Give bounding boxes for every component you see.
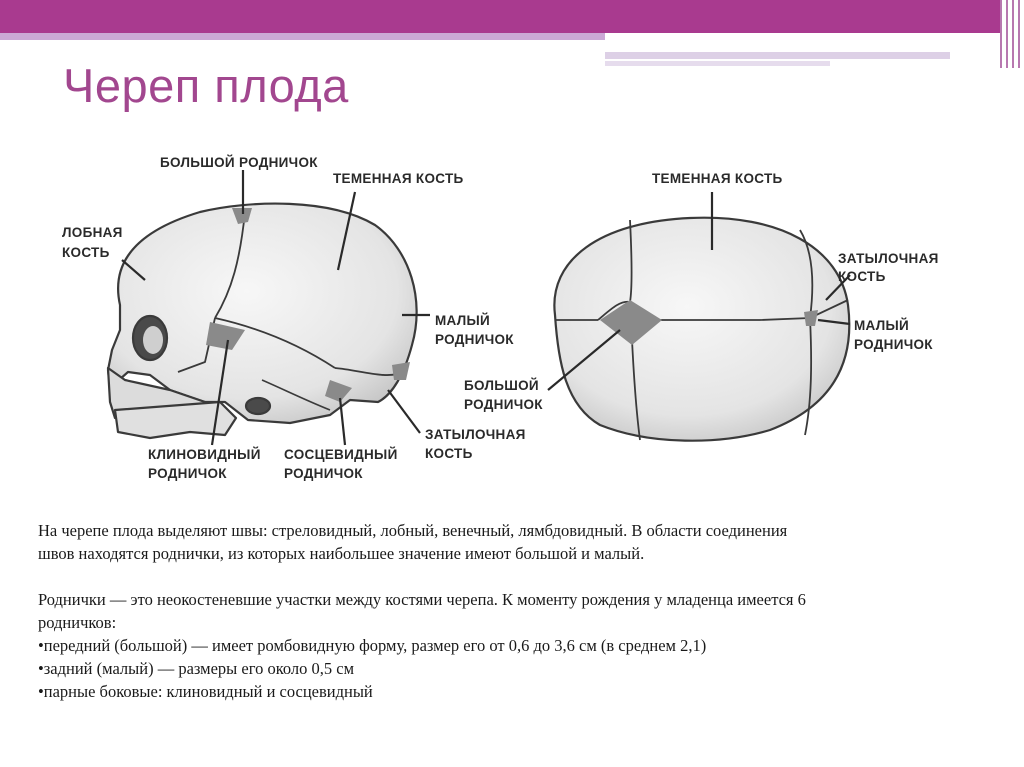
paragraph-sutures-line1: На черепе плода выделяют швы: стреловидный, лобный, венечный, лямбдовидный. В области соединения xyxy=(38,521,788,540)
label-sphenoid-fontanelle-line1: КЛИНОВИДНЫЙ xyxy=(148,447,261,462)
label-sphenoid-fontanelle-line2: РОДНИЧОК xyxy=(148,466,227,481)
header-strip-thin xyxy=(605,61,830,66)
header-vertical-lines xyxy=(998,0,1024,68)
label-large-fontanelle-side: БОЛЬШОЙ РОДНИЧОК xyxy=(160,155,318,170)
label-parietal-bone-side: ТЕМЕННАЯ КОСТЬ xyxy=(333,171,464,186)
paragraph-fontanelles-line1: Роднички — это неокостеневшие участки между костями черепа. К моменту рождения у младенца имеется 6 xyxy=(38,590,806,609)
label-occipital-bone-top-line2: КОСТЬ xyxy=(838,269,886,284)
header-strip xyxy=(605,52,950,59)
paragraph-sutures-line2: швов находятся роднички, из которых наибольшее значение имеют большой и малый. xyxy=(38,544,645,563)
label-large-fontanelle-top-line1: БОЛЬШОЙ xyxy=(464,378,539,393)
header-bar xyxy=(0,0,1000,33)
label-frontal-bone-line1: ЛОБНАЯ xyxy=(62,225,123,240)
header-decoration xyxy=(0,0,1024,38)
label-parietal-bone-top: ТЕМЕННАЯ КОСТЬ xyxy=(652,171,783,186)
label-occipital-bone-side-line1: ЗАТЫЛОЧНАЯ xyxy=(425,427,526,442)
label-mastoid-fontanelle-line1: СОСЦЕВИДНЫЙ xyxy=(284,447,398,462)
label-frontal-bone-line2: КОСТЬ xyxy=(62,245,110,260)
slide-title: Череп плода xyxy=(63,59,349,112)
label-large-fontanelle-top-line2: РОДНИЧОК xyxy=(464,397,543,412)
paragraph-fontanelles-line2: родничков: xyxy=(38,613,117,632)
bullet-posterior: •задний (малый) — размеры его около 0,5 см xyxy=(38,659,355,678)
header-underline xyxy=(0,33,605,40)
body-text xyxy=(38,519,998,703)
top-skull xyxy=(554,218,849,441)
label-small-fontanelle-top-line1: МАЛЫЙ xyxy=(854,318,910,333)
label-small-fontanelle-side-line1: МАЛЫЙ xyxy=(435,313,491,328)
side-skull xyxy=(108,204,417,438)
bullet-lateral: •парные боковые: клиновидный и сосцевидный xyxy=(38,682,373,701)
label-occipital-bone-side-line2: КОСТЬ xyxy=(425,446,473,461)
skull-figure xyxy=(0,140,1024,500)
label-mastoid-fontanelle-line2: РОДНИЧОК xyxy=(284,466,363,481)
label-small-fontanelle-top-line2: РОДНИЧОК xyxy=(854,337,933,352)
label-occipital-bone-top-line1: ЗАТЫЛОЧНАЯ xyxy=(838,251,939,266)
bullet-anterior: •передний (большой) — имеет ромбовидную форму, размер его от 0,6 до 3,6 см (в среднем 2,1) xyxy=(38,636,707,655)
label-small-fontanelle-side-line2: РОДНИЧОК xyxy=(435,332,514,347)
